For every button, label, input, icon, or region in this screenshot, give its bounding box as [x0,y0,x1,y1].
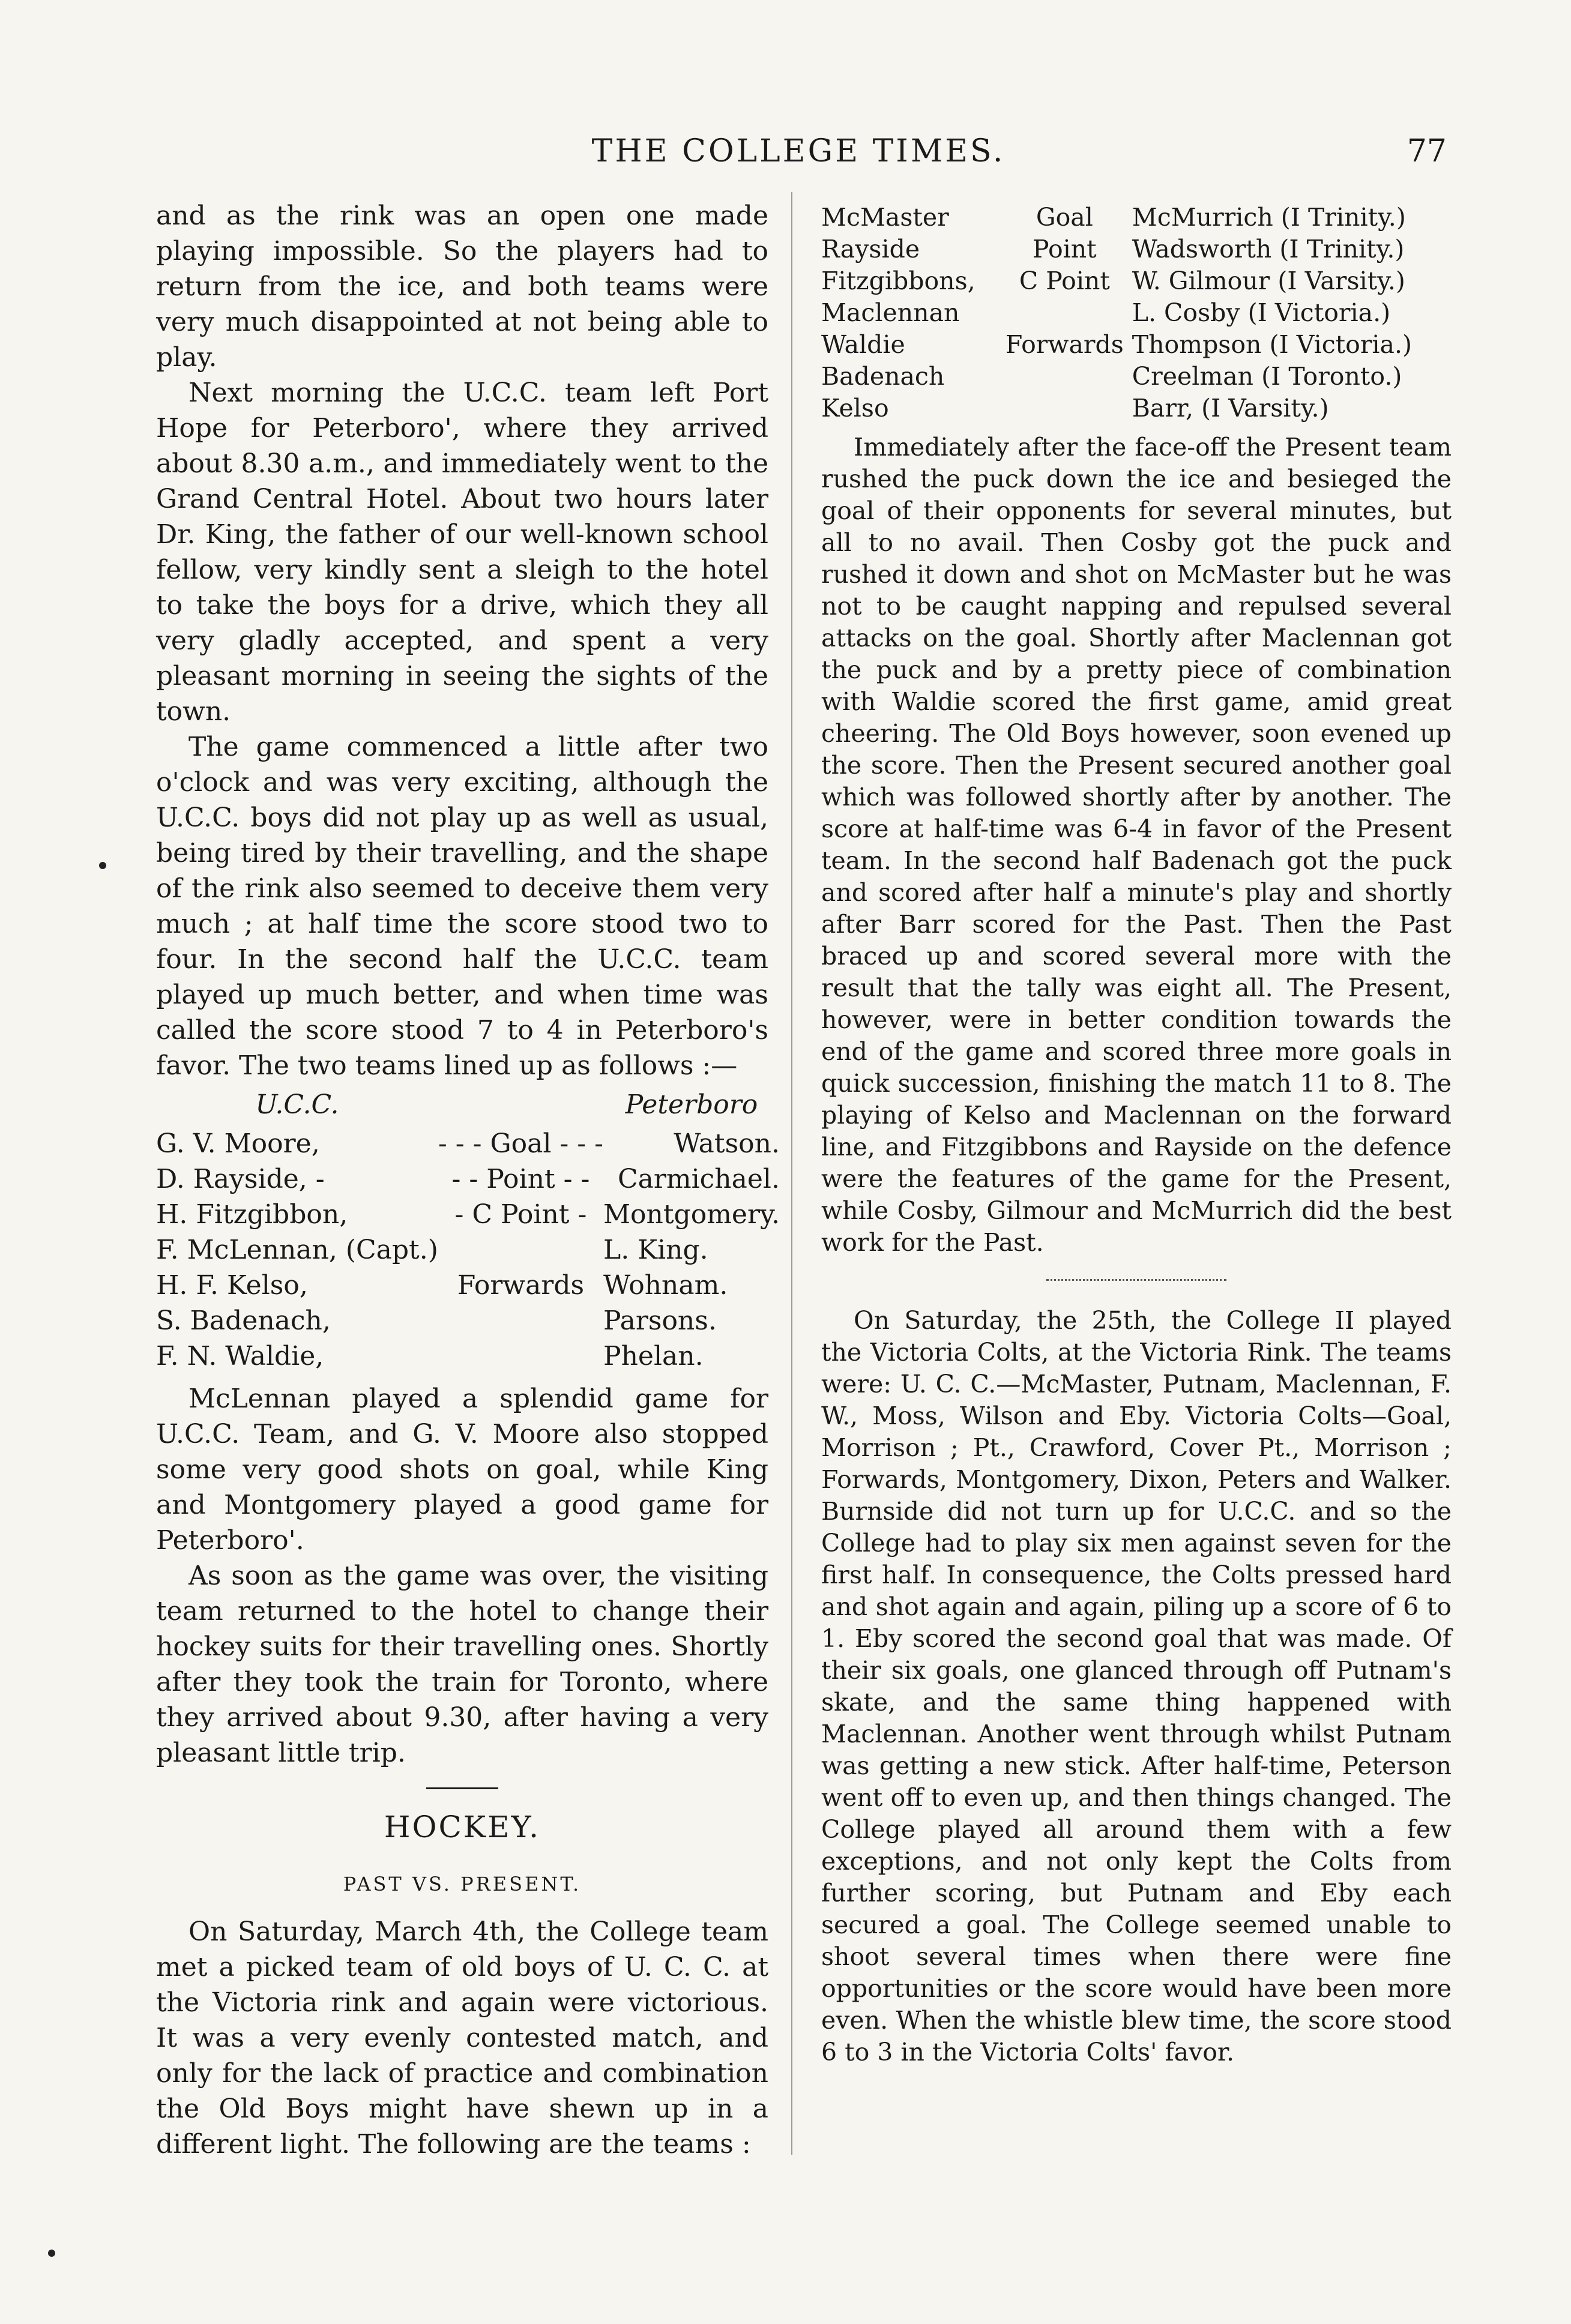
position [438,1232,603,1268]
dotted-divider [1046,1279,1226,1281]
lineup-row [156,1338,780,1374]
right-column [821,198,1452,2068]
player-a: Fitzgibbons, [821,266,975,295]
position [997,361,1132,393]
player-a: F. N. Waldie, [156,1341,324,1371]
paragraph: and as the rink was an open one made playing impossible. So the players had to return from the ice, and both teams were very much disappointed at not being able to play. [156,200,768,373]
player-b: Watson. [674,1128,780,1159]
paragraph: Immediately after the face-off the Present team rushed the puck down the ice and besieged the goal of their opponents for several minutes, but all to no avail. Then Cosby got the puck and rushed it down and shot on McMaster but he was not to be caught napping and repulsed several attacks on the goal. Shortly after Maclennan got the puck and by a pretty piece of combination with Waldie scored the first game, amid great cheering. The Old Boys however, soon evened up the score. Then the Present secured another goal which was followed shortly after by another. The score at half-time was 6-4 in favor of the Present team. In the second half Badenach got the puck and scored after half a minute's play and shortly after Barr scored for the Past. Then the Past braced up and scored several more with the result that the tally was eight all. The Present, however, were in better condition towards the end of the game and scored three more goals in quick succession, finishing the match 11 to 8. The playing of Kelso and Maclennan on the forward line, and Fitzgibbons and Rayside on the defence were the features of the game for the Present, while Cosby, Gilmour and McMurrich did the best work for the Past. [821,433,1452,1257]
position: Forwards [1005,330,1124,359]
player-b: Wohnam. [603,1270,728,1301]
paragraph: McLennan played a splendid game for U.C.C. Team, and G. V. Moore also stopped some very good shots on goal, while King and Montgomery played a good game for Peterboro'. [156,1383,768,1556]
left-column [156,198,780,2162]
player-b: W. Gilmour (I Varsity.) [1132,266,1405,295]
lineup-table-ucc-peterboro [156,1087,780,1374]
player-a: S. Badenach, [156,1305,331,1336]
player-a: Maclennan [821,298,960,327]
player-a: Rayside [821,235,920,263]
lineup-row [821,233,1452,265]
player-a: G. V. Moore, [156,1128,320,1159]
player-a: McMaster [821,203,949,232]
position: C Point [1019,266,1110,295]
column-divider [791,192,792,2155]
page-number: 77 [1407,133,1447,169]
position: Point [1033,235,1097,263]
lineup-row [821,361,1452,393]
position: Goal [1036,203,1093,232]
lineup-row [821,202,1452,233]
lineup-row [156,1126,780,1161]
player-a: H. Fitzgibbon, [156,1199,348,1230]
player-b: Barr, (I Varsity.) [1132,394,1329,423]
player-a: Waldie [821,330,905,359]
margin-dot [99,862,106,869]
lineup-row [156,1268,780,1303]
player-b: Thompson (I Victoria.) [1132,330,1413,359]
section-subtitle: PAST VS. PRESENT. [343,1873,582,1895]
player-b: McMurrich (I Trinity.) [1132,203,1406,232]
lineup-row [821,329,1452,361]
position [997,297,1132,329]
page-header [150,126,1447,174]
paragraph: The game commenced a little after two o'clock and was very exciting, although the U.C.C. boys did not play up as well as usual, being tired by their travelling, and the shape of the rink also seemed to deceive them very much ; at half time the score stood two to four. In the second half the U.C.C. team played up much better, and when time was called the score stood 7 to 4 in Peterboro's favor. The two teams lined up as follows :— [156,732,768,1081]
player-a: D. Rayside, - [156,1164,325,1194]
lineup-table-past-present [821,202,1452,424]
position [438,1303,603,1338]
position [997,393,1132,424]
player-a: Kelso [821,394,889,423]
lineup-row [821,297,1452,329]
player-b: Montgomery. [603,1199,780,1230]
player-b: Parsons. [603,1305,717,1336]
team-a-heading: U.C.C. [255,1089,339,1120]
paragraph: On Saturday, March 4th, the College team met a picked team of old boys of U. C. C. at the Victoria rink and again were victorious. It was a very evenly contested match, and only for the lack of practice and combination the Old Boys might have shewn up in a different light. The following are the teams : [156,1916,768,2160]
player-a: Badenach [821,362,945,391]
paragraph: On Saturday, the 25th, the College II played the Victoria Colts, at the Victoria Rink. The teams were: U. C. C.—McMaster, Putnam, Maclennan, F. W., Moss, Wilson and Eby. Victoria Colts—Goal, Morrison ; Pt., Crawford, Cover Pt., Morrison ; Forwards, Montgomery, Dixon, Peters and Walker. Burnside did not turn up for U.C.C. and so the College had to play six men against seven for the first half. In consequence, the Colts pressed hard and shot again and again, piling up a score of 6 to 1. Eby scored the second goal that was made. Of their six goals, one glanced through off Putnam's skate, and the same thing happened with Maclennan. Another went through whilst Putnam was getting a new stick. After half-time, Peterson went off to even up, and then things changed. The College played all around them with a few exceptions, and not only kept the Colts from further scoring, but Putnam and Eby each secured a goal. The College seemed unable to shoot several times when there were fine opportunities or the score would have been more even. When the whistle blew time, the score stood 6 to 3 in the Victoria Colts' favor. [821,1306,1452,2067]
player-b: Wadsworth (I Trinity.) [1132,235,1405,263]
running-title: THE COLLEGE TIMES. [591,133,1006,169]
player-b: L. Cosby (I Victoria.) [1132,298,1391,327]
lineup-row [156,1197,780,1232]
player-b: Creelman (I Toronto.) [1132,362,1402,391]
player-a: F. McLennan, (Capt.) [156,1235,438,1265]
position: - - Point - - [451,1164,590,1194]
player-b: L. King. [603,1235,708,1265]
lineup-row [156,1232,780,1268]
lineup-row [156,1161,780,1197]
position: Forwards [457,1270,585,1301]
position: - C Point - [454,1199,587,1230]
position [438,1338,603,1374]
paragraph: Next morning the U.C.C. team left Port Hope for Peterboro', where they arrived about 8.30 a.m., and immediately went to the Grand Central Hotel. About two hours later Dr. King, the father of our well-known school fellow, very kindly sent a sleigh to the hotel to take the boys for a drive, which they all very gladly accepted, and spent a very pleasant morning in seeing the sights of the town. [156,378,768,727]
section-title: HOCKEY. [384,1810,541,1844]
position: - - - Goal - - - [438,1128,603,1159]
player-b: Phelan. [603,1341,704,1371]
player-a: H. F. Kelso, [156,1270,308,1301]
lineup-row [821,265,1452,297]
player-b: Carmichael. [617,1164,780,1194]
margin-dot [48,2250,55,2257]
lineup-row [156,1303,780,1338]
paragraph: As soon as the game was over, the visiting team returned to the hotel to change their hockey suits for their travelling ones. Shortly after they took the train for Toronto, where they arrived about 9.30, after having a very pleasant little trip. [156,1561,768,1768]
team-b-heading: Peterboro [625,1089,758,1120]
lineup-row [821,393,1452,424]
section-divider [426,1787,498,1789]
